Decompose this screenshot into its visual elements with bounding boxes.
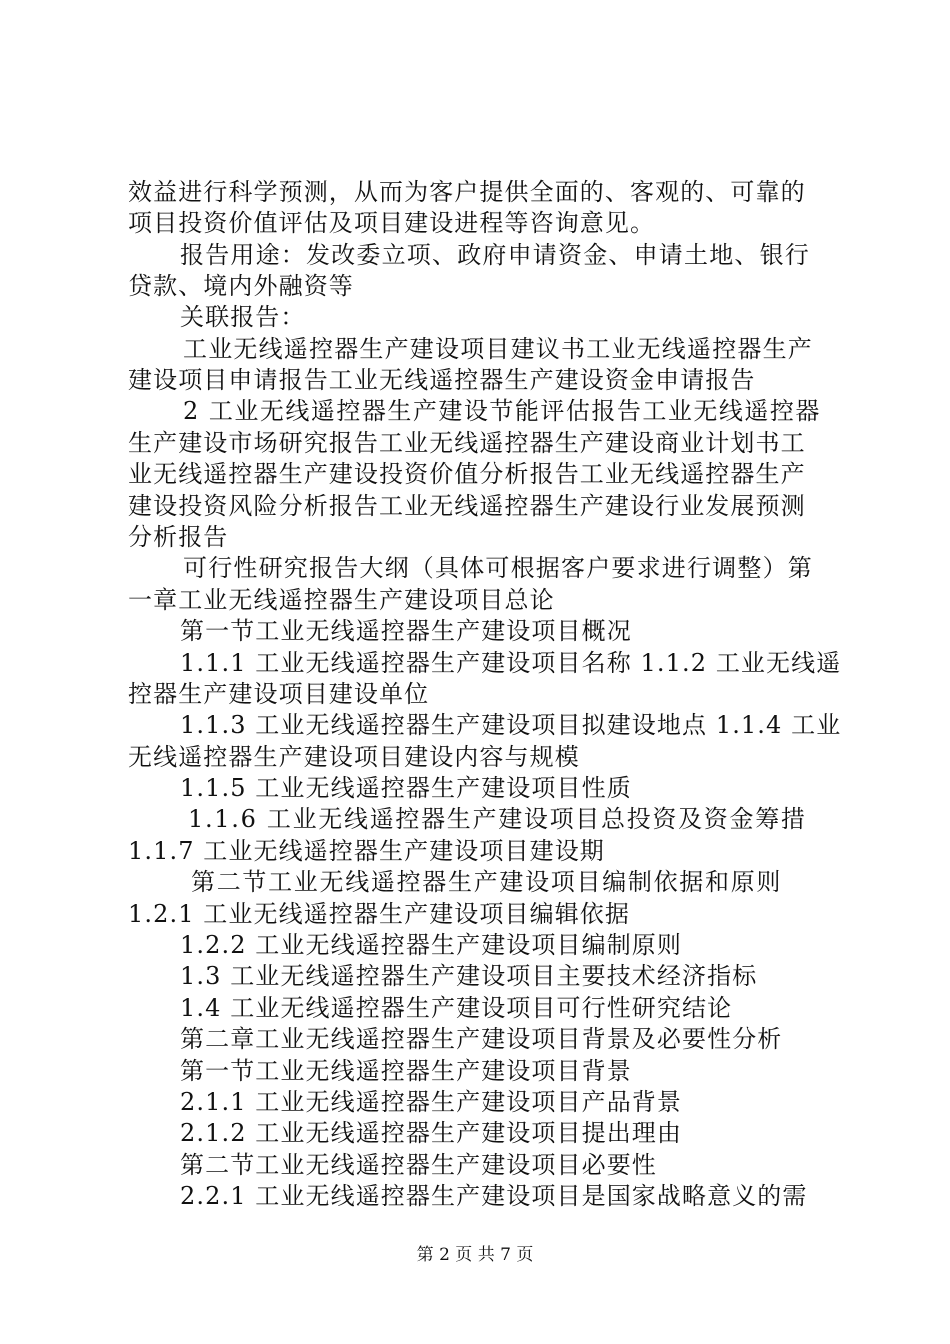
body-text-line: 报告用途：发改委立项、政府申请资金、申请土地、银行 [180, 241, 810, 269]
body-text-line: 建设项目申请报告工业无线遥控器生产建设资金申请报告 [128, 366, 756, 394]
body-text-line: 业无线遥控器生产建设投资价值分析报告工业无线遥控器生产 [128, 460, 806, 488]
body-text-line: 1.1.6 工业无线遥控器生产建设项目总投资及资金筹措 [188, 805, 807, 833]
body-text-line: 1.1.7 工业无线遥控器生产建设项目建设期 [128, 837, 605, 865]
body-text-line: 效益进行科学预测，从而为客户提供全面的、客观的、可靠的 [128, 178, 806, 206]
body-text-line: 工业无线遥控器生产建设项目建议书工业无线遥控器生产 [183, 335, 813, 363]
body-text-line: 2.2.1 工业无线遥控器生产建设项目是国家战略意义的需 [180, 1182, 808, 1210]
body-text-line: 2.1.2 工业无线遥控器生产建设项目提出理由 [180, 1119, 682, 1147]
body-text-line: 第一节工业无线遥控器生产建设项目背景 [180, 1057, 632, 1085]
page-number-footer: 第 2 页 共 7 页 [416, 1245, 534, 1265]
body-text-line: 贷款、境内外融资等 [128, 272, 354, 300]
body-text-line: 第一节工业无线遥控器生产建设项目概况 [180, 617, 632, 645]
body-text-line: 1.1.5 工业无线遥控器生产建设项目性质 [180, 774, 632, 802]
body-text-line: 第二节工业无线遥控器生产建设项目必要性 [180, 1151, 657, 1179]
body-text-line: 2.1.1 工业无线遥控器生产建设项目产品背景 [180, 1088, 682, 1116]
body-text-line: 1.4 工业无线遥控器生产建设项目可行性研究结论 [180, 994, 733, 1022]
body-text-line: 关联报告： [180, 303, 306, 331]
body-text-line: 1.1.3 工业无线遥控器生产建设项目拟建设地点 1.1.4 工业 [180, 711, 842, 739]
body-text-line: 第二节工业无线遥控器生产建设项目编制依据和原则 [191, 868, 783, 896]
body-text-line: 可行性研究报告大纲（具体可根据客户要求进行调整）第 [183, 554, 813, 582]
body-text-line: 生产建设市场研究报告工业无线遥控器生产建设商业计划书工 [128, 429, 806, 457]
body-text-line: 分析报告 [128, 523, 229, 551]
body-text-line: 一章工业无线遥控器生产建设项目总论 [128, 586, 555, 614]
body-text-line: 第二章工业无线遥控器生产建设项目背景及必要性分析 [180, 1025, 783, 1053]
body-text-line: 1.2.2 工业无线遥控器生产建设项目编制原则 [180, 931, 682, 959]
body-text-line: 2 工业无线遥控器生产建设节能评估报告工业无线遥控器 [183, 397, 821, 425]
body-text-line: 1.1.1 工业无线遥控器生产建设项目名称 1.1.2 工业无线遥 [180, 649, 842, 677]
body-text-line: 无线遥控器生产建设项目建设内容与规模 [128, 743, 580, 771]
body-text-line: 控器生产建设项目建设单位 [128, 680, 430, 708]
body-text-line: 1.2.1 工业无线遥控器生产建设项目编辑依据 [128, 900, 630, 928]
body-text-line: 项目投资价值评估及项目建设进程等咨询意见。 [128, 209, 656, 237]
body-text-line: 1.3 工业无线遥控器生产建设项目主要技术经济指标 [180, 962, 758, 990]
body-text-line: 建设投资风险分析报告工业无线遥控器生产建设行业发展预测 [128, 492, 806, 520]
